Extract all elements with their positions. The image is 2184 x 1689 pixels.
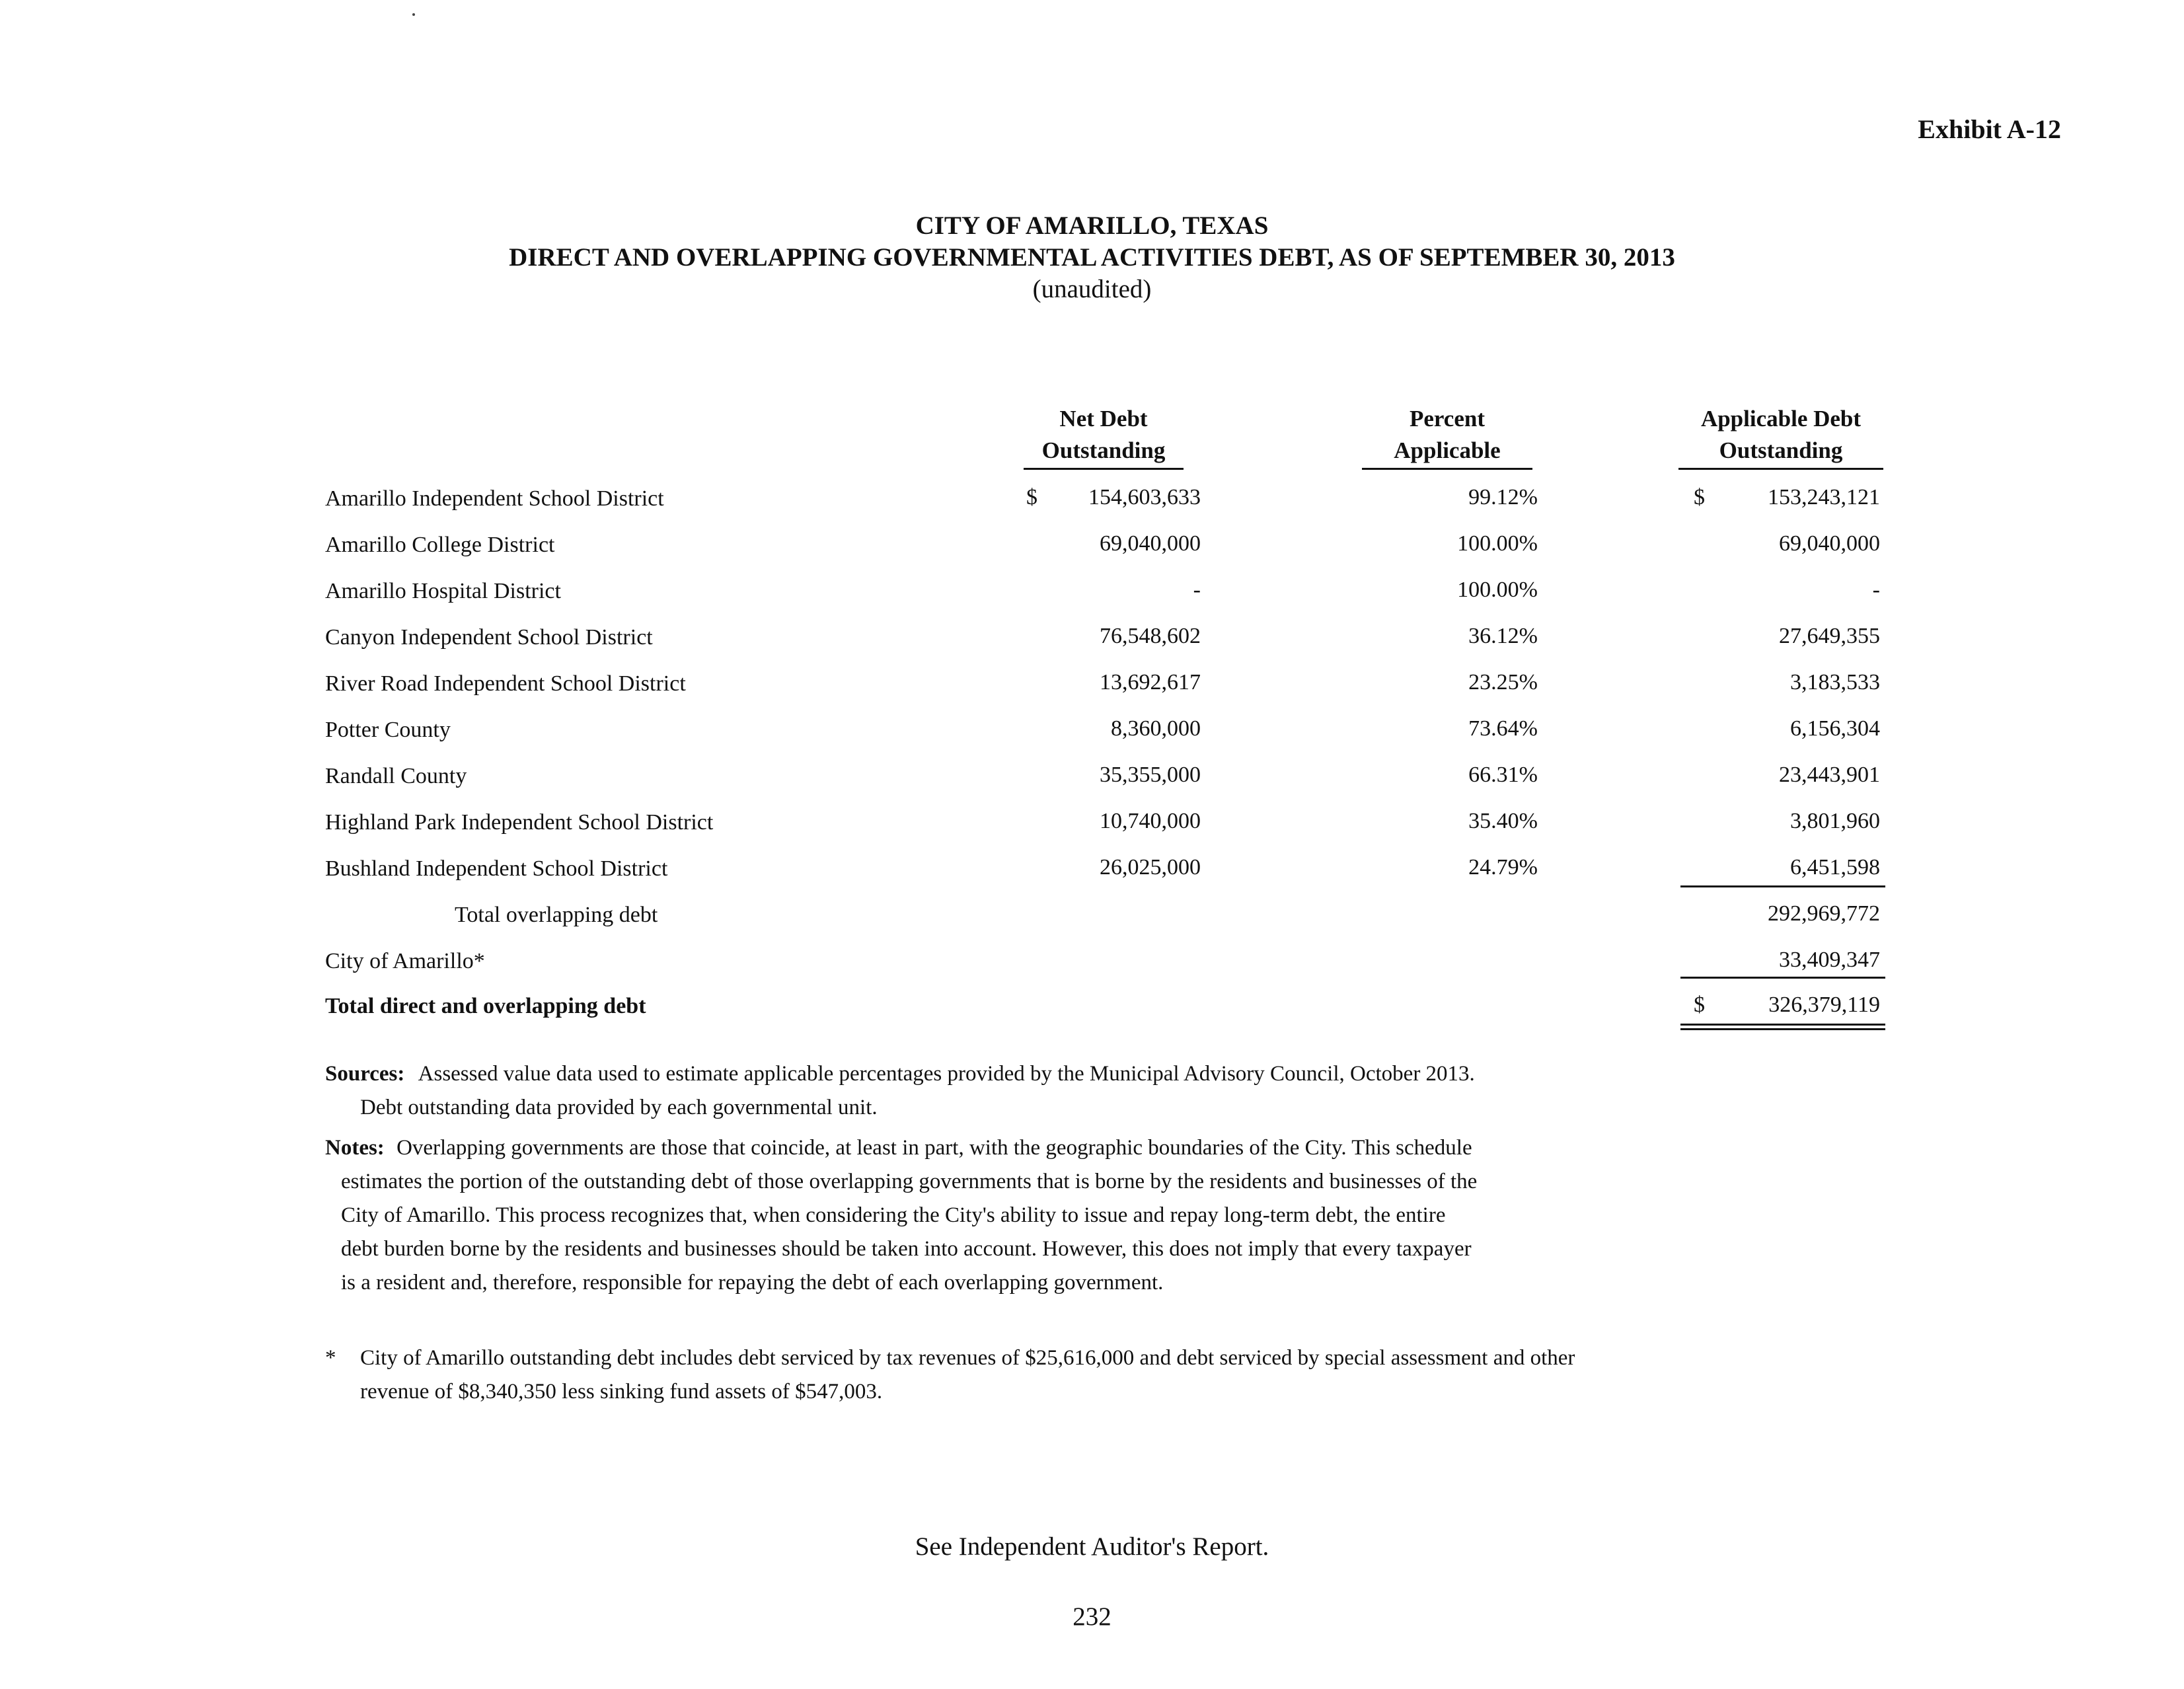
row-label: Canyon Independent School District <box>325 625 653 650</box>
footnote-text: City of Amarillo outstanding debt includes debt serviced by tax revenues of $25,616,000 and debt serviced by special assessment and other <box>360 1346 1575 1370</box>
sources-label: Sources: <box>325 1062 405 1086</box>
column-header-line: Applicable Debt <box>1700 406 1862 432</box>
notes-text: Overlapping governments are those that coincide, at least in part, with the geographic boundaries of the City. This schedule <box>396 1136 1472 1160</box>
document-title: CITY OF AMARILLO, TEXAS <box>915 211 1269 240</box>
notes-text: is a resident and, therefore, responsible for repaying the debt of each overlapping government. <box>341 1271 1164 1295</box>
applicable-debt-value: 6,156,304 <box>1790 716 1880 741</box>
percent-value: 24.79% <box>1468 855 1538 880</box>
percent-value: 100.00% <box>1457 578 1538 602</box>
notes-label: Notes: <box>325 1136 385 1160</box>
column-header-net-debt <box>998 403 1209 470</box>
net-debt-value: 10,740,000 <box>1100 809 1201 833</box>
row-label: Amarillo College District <box>325 533 555 557</box>
notes-paragraph <box>325 1131 1472 1165</box>
column-header-applicable-debt <box>1675 403 1887 470</box>
footnote-marker: * <box>325 1346 336 1370</box>
exhibit-label: Exhibit A-12 <box>1918 114 2061 144</box>
net-debt-value: 76,548,602 <box>1100 624 1201 648</box>
applicable-debt-value: 153,243,121 <box>1768 485 1880 509</box>
currency-symbol: $ <box>1026 485 1037 509</box>
sources-text-2: Debt outstanding data provided by each governmental unit. <box>360 1096 878 1119</box>
sources-text: Assessed value data used to estimate applicable percentages provided by the Municipal Advisory Council, October 2013. <box>418 1062 1475 1086</box>
net-debt-value: 8,360,000 <box>1111 716 1201 741</box>
applicable-debt-value: 3,183,533 <box>1790 670 1880 694</box>
percent-value: 100.00% <box>1457 531 1538 556</box>
row-label: Randall County <box>325 764 467 788</box>
notes-text: City of Amarillo. This process recognizes that, when considering the City's ability to issue and repay long-term debt, the entire <box>341 1203 1446 1227</box>
net-debt-value: 26,025,000 <box>1100 855 1201 880</box>
column-header-line: Outstanding <box>1041 437 1166 463</box>
double-rule-top <box>1680 1024 1885 1026</box>
column-header-line: Percent <box>1409 406 1485 432</box>
page-number: 232 <box>1073 1602 1111 1631</box>
net-debt-value: 69,040,000 <box>1100 531 1201 556</box>
currency-symbol: $ <box>1694 485 1705 509</box>
double-rule-bottom <box>1680 1028 1885 1030</box>
audit-status: (unaudited) <box>1032 275 1152 303</box>
applicable-debt-value: 23,443,901 <box>1779 763 1880 787</box>
row-label: Bushland Independent School District <box>325 856 668 881</box>
row-label: Highland Park Independent School District <box>325 810 714 835</box>
notes-text: debt burden borne by the residents and businesses should be taken into account. However, this does not imply that every taxpayer <box>341 1237 1472 1261</box>
percent-value: 23.25% <box>1468 670 1538 694</box>
scan-speck <box>412 13 415 16</box>
footnote-text: revenue of $8,340,350 less sinking fund assets of $547,003. <box>360 1380 883 1404</box>
notes-text: estimates the portion of the outstanding debt of those overlapping governments that is borne by the residents and businesses of the <box>341 1170 1478 1193</box>
applicable-debt-value: 69,040,000 <box>1779 531 1880 556</box>
city-value: 33,409,347 <box>1779 948 1880 972</box>
net-debt-value: 154,603,633 <box>1088 485 1201 509</box>
row-label: Amarillo Hospital District <box>325 579 561 603</box>
applicable-debt-value: 27,649,355 <box>1779 624 1880 648</box>
net-debt-value: - <box>1193 578 1201 602</box>
currency-symbol: $ <box>1694 993 1705 1017</box>
row-label: Potter County <box>325 718 451 742</box>
sources-note <box>325 1057 1475 1091</box>
percent-value: 36.12% <box>1468 624 1538 648</box>
column-header-percent <box>1338 403 1556 470</box>
percent-value: 35.40% <box>1468 809 1538 833</box>
column-header-line: Applicable <box>1394 437 1501 463</box>
applicable-debt-value: - <box>1872 578 1880 602</box>
subtotal-label: Total overlapping debt <box>455 903 658 927</box>
net-debt-value: 13,692,617 <box>1100 670 1201 694</box>
title-block <box>0 210 2184 305</box>
applicable-debt-value: 6,451,598 <box>1790 855 1880 880</box>
total-rule <box>1680 977 1885 979</box>
row-label: River Road Independent School District <box>325 671 686 696</box>
grand-total-value: 326,379,119 <box>1768 993 1880 1017</box>
subtotal-value: 292,969,772 <box>1768 901 1880 926</box>
percent-value: 66.31% <box>1468 763 1538 787</box>
percent-value: 73.64% <box>1468 716 1538 741</box>
auditor-reference: See Independent Auditor's Report. <box>915 1532 1269 1561</box>
document-subtitle: DIRECT AND OVERLAPPING GOVERNMENTAL ACTIVITIES DEBT, AS OF SEPTEMBER 30, 2013 <box>509 243 1675 272</box>
subtotal-rule <box>1680 885 1885 887</box>
percent-value: 99.12% <box>1468 485 1538 509</box>
net-debt-value: 35,355,000 <box>1100 763 1201 787</box>
applicable-debt-value: 3,801,960 <box>1790 809 1880 833</box>
column-header-line: Net Debt <box>1059 406 1148 432</box>
row-label: Amarillo Independent School District <box>325 486 664 511</box>
city-label: City of Amarillo* <box>325 949 485 973</box>
column-header-line: Outstanding <box>1719 437 1843 463</box>
grand-total-label: Total direct and overlapping debt <box>325 994 646 1018</box>
